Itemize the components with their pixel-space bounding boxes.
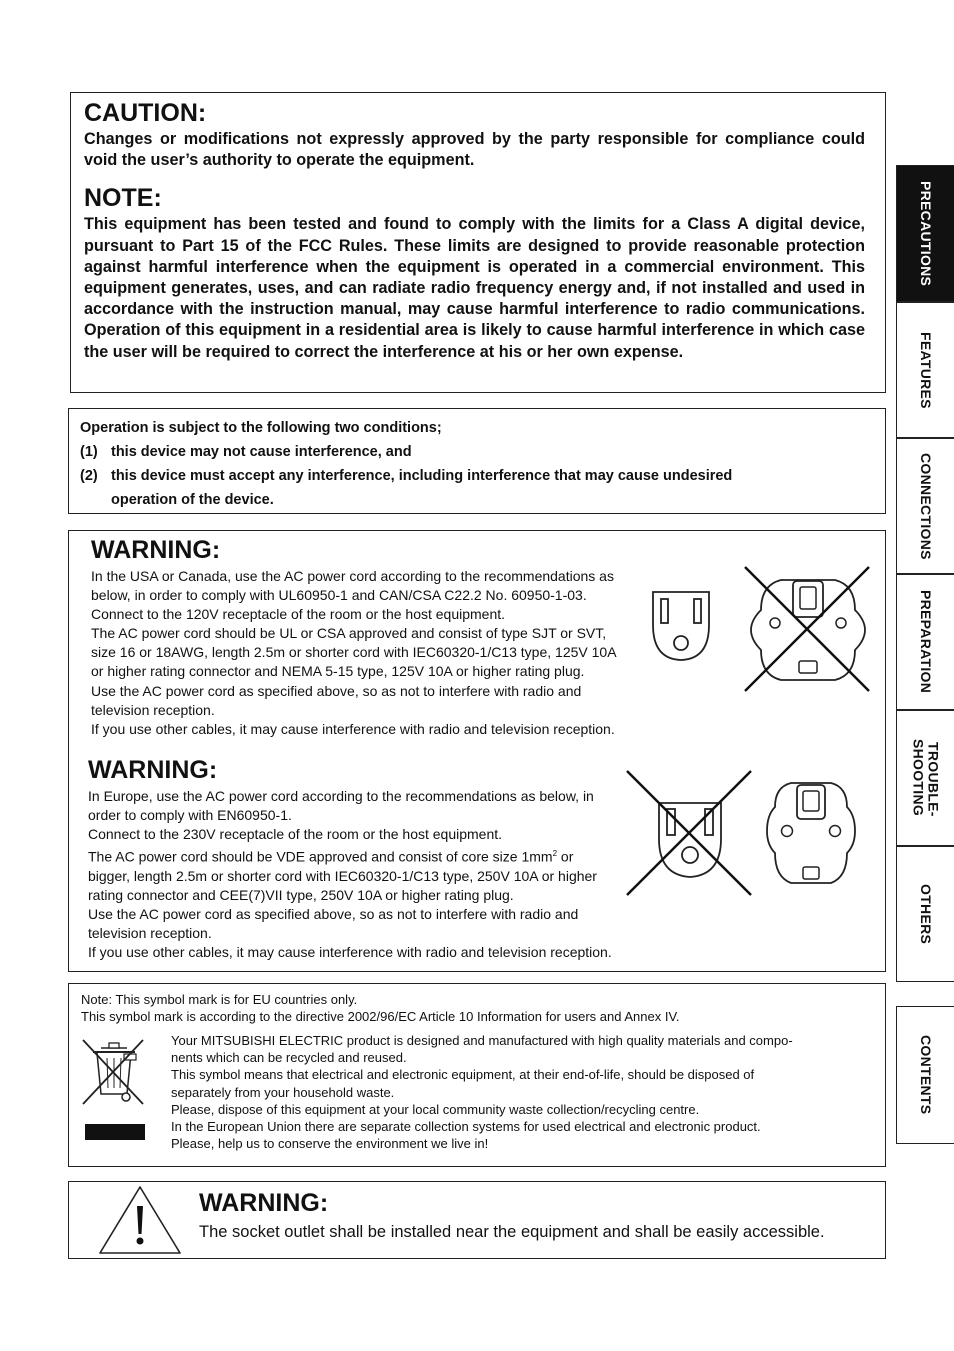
warning-usa-heading: WARNING: — [91, 536, 221, 564]
eu-text-line: nents which can be recycled and reused. — [171, 1050, 407, 1066]
power-cord-warning-box — [68, 530, 886, 972]
socket-warning-box — [68, 1181, 886, 1259]
warning-usa-line: below, in order to comply with UL60950-1 and CAN/CSA C22.2 No. 60950-1-03. — [91, 587, 587, 604]
warning-usa-line: If you use other cables, it may cause interference with radio and television reception. — [91, 720, 615, 737]
warning-europe-line: In Europe, use the AC power cord according to the recommendations as below, in — [88, 788, 594, 804]
warning-europe — [88, 757, 648, 963]
condition-item-continuation — [80, 488, 870, 512]
tab-contents[interactable] — [896, 1006, 954, 1144]
socket-warning-heading: WARNING: — [199, 1189, 329, 1217]
warning-usa-line: The AC power cord should be UL or CSA approved and consist of type SJT or SVT, — [91, 625, 607, 642]
condition-text: this device must accept any interference, including interference that may cause undesired — [111, 468, 733, 484]
warning-usa-line: television reception. — [91, 701, 215, 718]
eu-note: This symbol mark is according to the directive 2002/96/EC Article 10 Information for users and Annex IV. — [81, 1009, 680, 1025]
warning-usa — [91, 537, 651, 739]
tab-others[interactable] — [896, 846, 954, 982]
crossed-us-socket-icon — [625, 769, 755, 899]
tab-label: CONTENTS — [918, 1035, 934, 1115]
note-heading: NOTE: — [84, 184, 162, 213]
crossed-schuko-socket-icon — [743, 565, 873, 695]
note-text: This equipment has been tested and found to comply with the limits for a Class A digital device, pursuant to Part 15 of the FCC Rules. These limits are designed to provide reasonable protection against harmful interference when the equipment is operated in a commercial environment. This equipment generates, uses, and can radiate radio frequency energy and, if not installed and used in accordance with the instruction manual, may cause harmful interference to radio communications. Operation of this equipment in a residential area is likely to cause harmful interference in which case the user will be required to correct the interference at his or her own expense. — [84, 215, 865, 361]
tab-label: PREPARATION — [918, 590, 934, 694]
caution-note-box — [70, 92, 886, 393]
eu-symbol-box — [68, 983, 886, 1167]
eu-note: Note: This symbol mark is for EU countries only. — [81, 992, 358, 1007]
eu-text-line: separately from your household waste. — [171, 1084, 395, 1100]
conditions-box — [68, 408, 886, 514]
tab-preparation[interactable] — [896, 574, 954, 710]
condition-text: operation of the device. — [111, 492, 274, 508]
warning-europe-line: television reception. — [88, 925, 212, 942]
warning-usa-line: or higher rating connector and NEMA 5-15 type, 125V 10A or higher rating plug. — [91, 663, 585, 680]
tab-label: CONNECTIONS — [918, 452, 934, 560]
caution-text: Changes or modifications not expressly approved by the party responsible for compliance could void the user’s authority to operate the equipment. — [84, 130, 865, 170]
warning-usa-line: In the USA or Canada, use the AC power cord according to the recommendations as — [91, 568, 614, 584]
tab-label: TROUBLE- SHOOTING — [910, 739, 942, 817]
eu-text-line: This symbol means that electrical and electronic equipment, at their end-of-life, should be disposed of — [171, 1067, 755, 1083]
caution-heading: CAUTION: — [84, 99, 207, 127]
socket-warning-text: The socket outlet shall be installed near the equipment and shall be easily accessible. — [199, 1223, 825, 1241]
warning-europe-line: Use the AC power cord as specified above, so as not to interfere with radio and — [88, 906, 579, 923]
condition-number: (1) — [80, 444, 98, 460]
tab-precautions[interactable] — [896, 165, 954, 302]
tab-label: OTHERS — [918, 883, 934, 945]
eu-text-line: Your MITSUBISHI ELECTRIC product is designed and manufactured with high quality materials and compo- — [171, 1033, 793, 1048]
us-plug-icon — [647, 589, 717, 663]
warning-europe-line: Connect to the 230V receptacle of the room or the host equipment. — [88, 826, 503, 843]
condition-number: (2) — [80, 468, 98, 484]
tab-features[interactable] — [896, 302, 954, 438]
warning-usa-line: Connect to the 120V receptacle of the room or the host equipment. — [91, 606, 506, 623]
warning-triangle-icon — [97, 1184, 183, 1256]
warning-europe-line: rating connector and CEE(7)VII type, 250V 10A or higher rating plug. — [88, 887, 514, 904]
eu-text-line: In the European Union there are separate collection systems for used electrical and electronic product. — [171, 1119, 761, 1135]
warning-usa-line: Use the AC power cord as specified above, so as not to interfere with radio and — [91, 682, 582, 699]
condition-item — [80, 464, 870, 488]
warning-europe-line: If you use other cables, it may cause interference with radio and television reception. — [88, 944, 612, 961]
condition-item — [80, 440, 870, 464]
tab-connections[interactable] — [896, 438, 954, 574]
conditions-intro: Operation is subject to the following two conditions; — [80, 420, 442, 436]
condition-text: this device may not cause interference, and — [111, 444, 412, 460]
warning-europe-heading: WARNING: — [88, 756, 218, 784]
warning-europe-line: bigger, length 2.5m or shorter cord with IEC60320-1/C13 type, 250V 10A or higher — [88, 868, 597, 885]
tab-troubleshooting[interactable] — [896, 710, 954, 846]
schuko-socket-icon — [763, 779, 859, 887]
tab-label: FEATURES — [918, 331, 934, 409]
eu-text-line: Please, help us to conserve the environment we live in! — [171, 1136, 489, 1152]
warning-europe-line: The AC power cord should be VDE approved and consist of core size $1mm^2$ or — [88, 848, 574, 865]
warning-europe-line: order to comply with EN60950-1. — [88, 807, 292, 824]
weee-crossed-bin-icon — [79, 1036, 149, 1144]
warning-usa-line: size 16 or 18AWG, length 2.5m or shorter cord with IEC60320-1/C13 type, 125V 10A — [91, 644, 617, 661]
eu-text-line: Please, dispose of this equipment at your local community waste collection/recycling centre. — [171, 1101, 700, 1117]
tab-label: PRECAUTIONS — [918, 180, 934, 287]
